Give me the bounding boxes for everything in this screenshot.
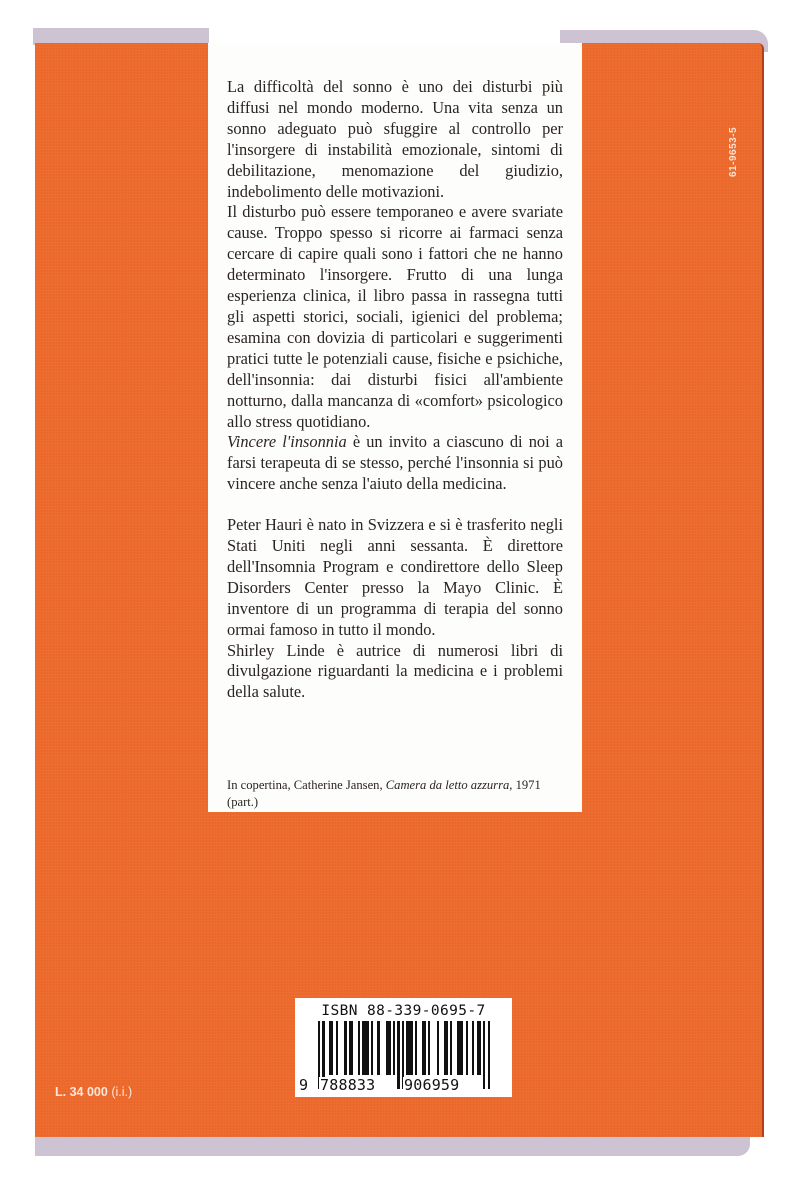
isbn-barcode-label <box>295 998 512 1097</box>
isbn-number: ISBN 88-339-0695-7 <box>321 1003 486 1019</box>
author-bio-linde: Shirley Linde è autrice di numerosi libri di divulgazione riguardanti la medicina e i problemi della salute. <box>227 640 563 702</box>
ean-first-digit: 9 <box>299 1076 309 1094</box>
credit-suffix: , 1971 (part.) <box>227 778 541 809</box>
cover-credit <box>227 777 570 811</box>
author-bio-hauri: Peter Hauri è nato in Svizzera e si è trasferito negli Stati Uniti negli anni sessanta. È direttore dell'Insomnia Program e condirettore dello Sleep Disorders Center presso la Mayo Clinic. È inventore di un programma di terapia del sonno ormai famoso in tutto il mondo. <box>227 515 563 639</box>
blurb-paragraph-3 <box>227 432 563 495</box>
ean-left-group: 788833 <box>320 1076 376 1094</box>
credit-prefix: In copertina, Catherine Jansen, <box>227 778 386 792</box>
price <box>55 1085 132 1099</box>
blurb-panel <box>208 43 582 812</box>
credit-artwork: Camera da letto azzurra <box>385 778 510 792</box>
back-cover <box>35 43 764 1137</box>
ean-right-group: 906959 <box>404 1076 460 1094</box>
book-title: Vincere l'insonnia <box>227 432 347 452</box>
price-amount: L. 34 000 <box>55 1085 108 1099</box>
price-note: (i.i.) <box>111 1085 133 1099</box>
catalog-code: 61-9653-5 <box>728 126 739 177</box>
blurb-paragraph-2: Il disturbo può essere temporaneo e avere svariate cause. Troppo spesso si ricorre ai farmaci senza cercare di capire quali sono i fattori che ne hanno determinato l'insorgere. Frutto di una lunga esperienza clinica, il libro passa in rassegna tutti gli aspetti storici, sociali, igienici del problema; esamina con dovizia di particolari e suggerimenti pratici tutte le potenziali cause, fisiche e psichiche, dell'insonnia: dai disturbi fisici all'ambiente notturno, dalla mancanza di «comfort» psicologico allo stress quotidiano. <box>227 202 563 431</box>
blurb-paragraph-1: La difficoltà del sonno è uno dei disturbi più diffusi nel mondo moderno. Una vita senza un sonno adeguato può sfuggire al controllo per l'insorgere di instabilità emozionale, sintomi di debilitazione, menomazione del giudizio, indebolimento delle motivazioni. <box>227 77 563 201</box>
blurb-paragraph-3-text: è un invito a ciascuno di noi a farsi terapeuta di se stesso, perché l'insonnia si può vincere anche senza l'aiuto della medicina. <box>227 432 564 494</box>
